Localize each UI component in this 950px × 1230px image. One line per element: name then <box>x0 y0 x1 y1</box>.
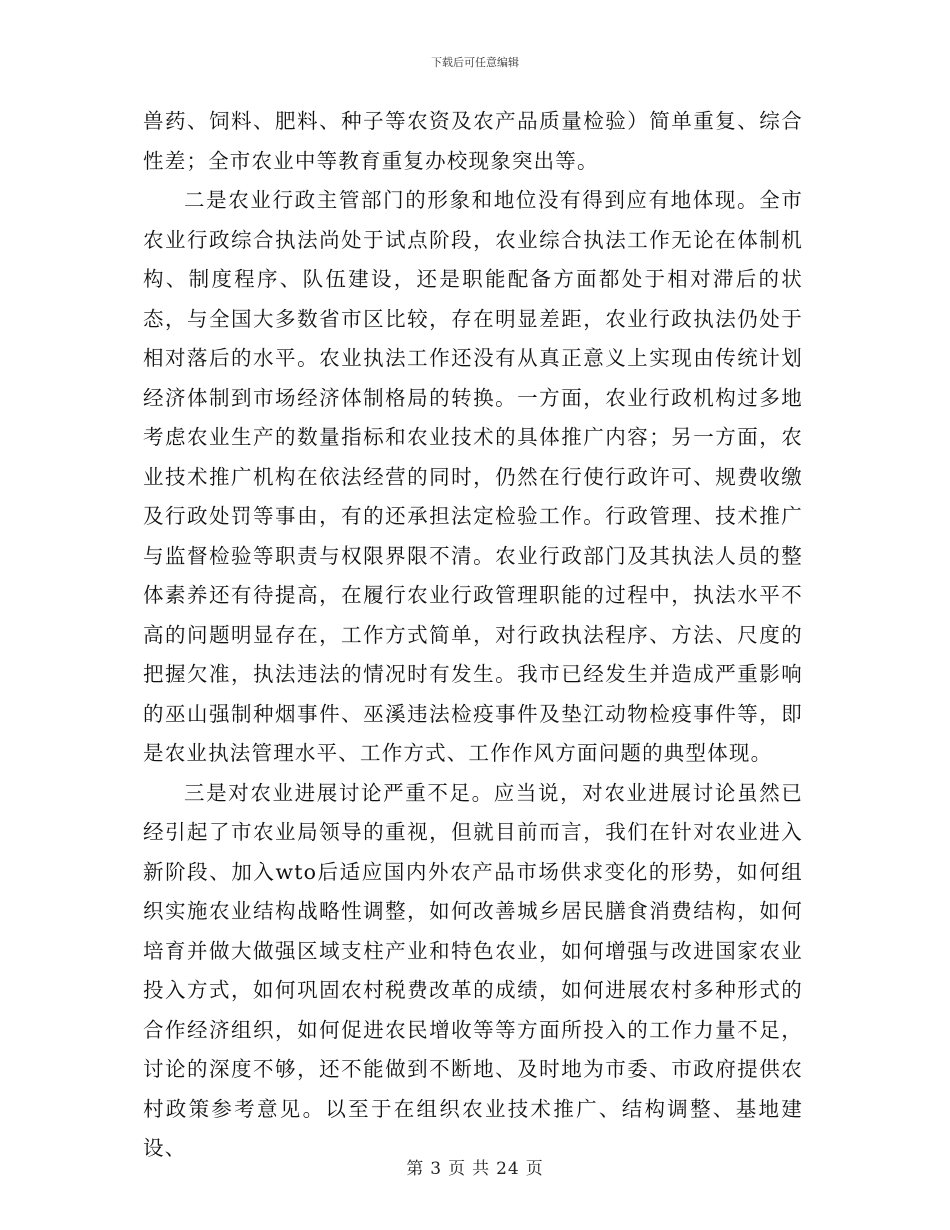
current-page-number: 3 <box>430 1159 443 1179</box>
page-footer <box>0 1154 950 1179</box>
page-header: 下载后可任意编辑 <box>431 56 519 69</box>
paragraph-continuation: 兽药、饲料、肥料、种子等农资及农产品质量检验）简单重复、综合性差；全市农业中等教育重复办校现象突出等。 <box>143 109 803 173</box>
paragraph-point-three: 三是对农业进展讨论严重不足。应当说，对农业进展讨论虽然已经引起了市农业局领导的重视，但就目前而言，我们在针对农业进入新阶段、加入wto后适应国内外农产品市场供求变化的形势，如何组织实施农业结构战略性调整，如何改善城乡居民膳食消费结构，如何培育并做大做强区域支柱产业和特色农业，如何增强与改进国家农业投入方式，如何巩固农村税费改革的成绩，如何进展农村多种形式的合作经济组织，如何促进农民增收等等方面所投入的工作力量不足，讨论的深度不够，还不能做到不断地、及时地为市委、市政府提供农村政策参考意见。以至于在组织农业技术推广、结构调整、基地建设、 <box>143 780 803 1160</box>
total-pages-number: 24 <box>496 1159 520 1179</box>
document-body <box>143 102 803 1169</box>
footer-total-word: 共 <box>472 1159 491 1179</box>
footer-prefix: 第 <box>406 1159 425 1179</box>
footer-page-word: 页 <box>448 1159 467 1179</box>
paragraph-point-two: 二是农业行政主管部门的形象和地位没有得到应有地体现。全市农业行政综合执法尚处于试点阶段，农业综合执法工作无论在体制机构、制度程序、队伍建设，还是职能配备方面都处于相对滞后的状态，与全国大多数省市区比较，存在明显差距，农业行政执法仍处于相对落后的水平。农业执法工作还没有从真正意义上实现由传统计划经济体制到市场经济体制格局的转换。一方面，农业行政机构过多地考虑农业生产的数量指标和农业技术的具体推广内容；另一方面，农业技术推广机构在依法经营的同时，仍然在行使行政许可、规费收缴及行政处罚等事由，有的还承担法定检验工作。行政管理、技术推广与监督检验等职责与权限界限不清。农业行政部门及其执法人员的整体素养还有待提高，在履行农业行政管理职能的过程中，执法水平不高的问题明显存在，工作方式简单，对行政执法程序、方法、尺度的把握欠准，执法违法的情况时有发生。我市已经发生并造成严重影响的巫山强制种烟事件、巫溪违法检疫事件及垫江动物检疫事件等，即是农业执法管理水平、工作方式、工作作风方面问题的典型体现。 <box>143 188 803 765</box>
footer-suffix: 页 <box>525 1159 544 1179</box>
